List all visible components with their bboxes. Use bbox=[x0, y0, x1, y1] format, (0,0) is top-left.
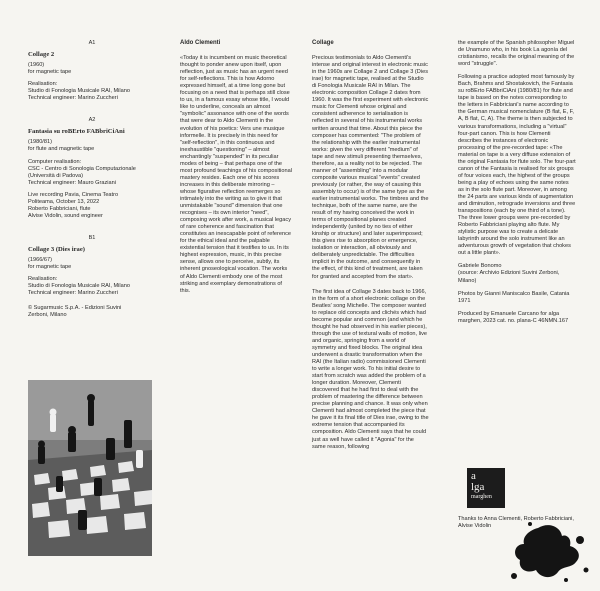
logo-line: a bbox=[471, 470, 476, 482]
alga-marghen-logo bbox=[467, 468, 505, 508]
track-year-a2: (1980/81) bbox=[28, 139, 52, 146]
source-note: (source: Archivio Edizioni Suvini Zerboni, Milano) bbox=[458, 270, 560, 284]
logo-line: marghen bbox=[471, 494, 492, 500]
copyright-line: © Sugarmusic S.p.A. - Edizioni Suvini bbox=[28, 305, 122, 312]
track-credit-line: Realisation: bbox=[28, 276, 58, 283]
track-credit-line: Technical engineer: Marino Zuccheri bbox=[28, 95, 118, 102]
track-medium-a1: for magnetic tape bbox=[28, 69, 72, 76]
aldo-clementi-column bbox=[180, 40, 292, 301]
track-credit-line: Studio di Fonologia Musicale RAI, Milano bbox=[28, 88, 130, 95]
track-medium-b1: for magnetic tape bbox=[28, 264, 72, 271]
side-label-a1: A1 bbox=[88, 40, 96, 46]
track-medium-a2: for flute and magnetic tape bbox=[28, 146, 95, 153]
photo-credit: Photos by Gianni Maniscalco Basile, Catania 1971 bbox=[458, 290, 570, 304]
body-paragraph: the example of the Spanish philosopher Miguel de Unamuno who, in his book La agonía del cristianismo, recalls the original meaning of the word "struggle". bbox=[458, 40, 575, 68]
production-credit: Produced by Emanuele Carcano for alga marghen, 2023 cat. no. plana-C 46NMN.167 bbox=[458, 310, 569, 324]
track-credit-line: CSC - Centro di Sonologia Computazionale bbox=[28, 165, 136, 172]
body-paragraph: The first idea of Collage 3 dates back to 1966, in the form of a short electronic collage on the Beatles' song Michelle. The composer wanted to replace old concepts and clichés which had become popular and common (and which he thought he had observed in his earlier pieces), through the use of textural walls of motion, live and organic, springing from a world of symmetry and fixed blocks. The original idea underwent a drastic transformation when the RAI (the Italian radio) commissioned Clementi to write a longer work. To his initial desire to start from scratch was added the problem of a longer duration. Moreover, Clementi discovered that he had first to deal with the problem of mastering the difference between precise planning and chance. It was only when Clementi had almost completed the piece that he gave it its final title of Dies irae, owing to the extreme tension that accompanied its composition. Aldo Clementi says that he could just as well have called it "Agonia" for the same reason, following bbox=[312, 288, 429, 450]
track-credit-line: Realisation: bbox=[28, 81, 58, 88]
body-paragraph: Following a practice adopted most famously by Bach, Brahms and Shostakovich, the Fantasia su roBErto FABbriCiAni (1980/81) for flute and tape is based on the notes corresponding to the letters in Fabbriciani's name according to the German musical nomenclature (B flat, E, F, A, B flat, C, A). The theme is then subjected to various transformations, including a "virtual" four-part canon. This is how Clementi describes the instances of electronic processing of the pre-recorded tape: «The material on tape is a very diffuse extension of the original Fantasia for flute solo. The four-part canon of the Fantasia is realised for six groups of four voices each, the highest of the groups being a play of echoes using the same notes as in the solo flute part. Moreover, in among the 24 parts are various kinds of augmentation and diminution, retrograde inversions and three transpositions (each by one third of a tone). The three lower groups were pre-recorded by Roberto Fabbriciani playing alto flute. My stylistic purpose was to create a delicate labyrinth around the solo instrument like an adventurous growth of vegetation that chokes out a little plant». bbox=[458, 74, 576, 257]
track-title-a2: Fantasia su roBErto FABbriCiAni bbox=[28, 128, 125, 136]
chess-photo bbox=[28, 380, 152, 556]
track-credit-line: Roberto Fabbriciani, flute bbox=[28, 205, 91, 212]
body-paragraph: «Today it is incumbent on music theoretical thought to ponder anew upon itself, upon reflection, just as music has an urgent need for self-reflections. This is how Adorno expressed himself, at a time long gone but focusing on a need that is perhaps still close to us, in a famous essay whose title, I would like to underline, conceals an almost "symbolic" assonance with one of the words that were dear to Aldo Clementi in the evolution of his poetics: Vers une musique informelle. It is precisely in this need for "self-reflection", in this continuous and inexhaustible "questioning" – almost enchantingly "suspended" in its peculiar modes of being – that perhaps one of the most profound teachings of his compositional mastery resides. Each one of his scores increases in this deliberate mirroring – whose figurative reflection reemerges so intimately into the writing as to give it that unmistakable "sound" dimension that one recognises – its own interior "need", composing work after work, a musical legacy of rare coherence and fascination that constitutes an inescapable point of reference for the ethical ideal and the palpable existential tension that it testifies to us. In its highest expression, music, in this precise sense, allows one to perceive, subtly, its inherent gnoseological vocation. The works of Aldo Clementi embody one of the most striking and exemplary demonstrations of this. bbox=[180, 55, 292, 294]
fantasia-column bbox=[458, 40, 576, 331]
collage-column bbox=[312, 40, 429, 457]
side-label-b1: B1 bbox=[88, 234, 96, 241]
side-label-a2: A2 bbox=[88, 117, 96, 124]
track-credit-line: Politeama, October 13, 2022 bbox=[28, 198, 100, 205]
thanks-note: Thanks to Anna Clementi, Roberto Fabbriciani, Alvise Vidolin bbox=[458, 516, 574, 529]
track-year-b1: (1966/67) bbox=[28, 256, 52, 263]
copyright-line: Zerboni, Milano bbox=[28, 312, 67, 319]
author-name: Gabriele Bonomo bbox=[458, 263, 502, 270]
track-title-a1: Collage 2 bbox=[28, 51, 55, 59]
ink-blot-decoration bbox=[500, 520, 590, 591]
body-paragraph: Precious testimonials to Aldo Clementi's intense and original interest in electronic music in the 1960s are Collage 2 and Collage 3 (Dies irae) for magnetic tape, realised at the Studio di Fonologia Musicale RAI in Milan. The electronic composition Collage 2 dates from 1960. It was the first experiment with electronic music for Clementi whose original and consistent adherence to serialisation is reflected in several of his instrumental works written around that time. About this piece the composer has commented: "The problem of the relationship with the earlier instrumental works: given the very different "medium" of tape and new stimuli presenting themselves, therefore, as a reality not to be rejected. The manner of "assembling" into a modular composite various musical "events" created previously (or rather, the way of causing this assembly to occur) is of the same type as the earlier instrumental works. The timbres and the technique, both of the same name, are the result of my having conceived the work in terms of compositional planes created independently (united by no ties of either kinship or structure) and later superimposed; this gives rise to absorption or emergence, isolation or interaction, all obviously and deliberately unpredictable. The difficulties implicit in the outcome, and consequently in the effect, of this kind of treatment, are taken for granted and accepted from the start». bbox=[312, 55, 429, 280]
section-heading: Aldo Clementi bbox=[180, 40, 221, 46]
track-title-b1: Collage 3 (Dies irae) bbox=[28, 245, 85, 253]
track-credit-line: Technical engineer: Mauro Graziani bbox=[28, 179, 116, 186]
track-credit-line: Live recording Pavia, Cinema Teatro bbox=[28, 191, 119, 198]
track-year-a1: (1960) bbox=[28, 62, 45, 69]
section-heading: Collage bbox=[312, 40, 334, 46]
track-credit-line: (Università di Padova) bbox=[28, 172, 84, 179]
track-credit-line: Alvise Vidolin, sound engineer bbox=[28, 212, 103, 219]
logo-line: lga bbox=[471, 481, 485, 493]
tracklist-column bbox=[28, 40, 156, 319]
track-credit-line: Studio di Fonologia Musicale RAI, Milano bbox=[28, 283, 130, 290]
track-credit-line: Technical engineer: Marino Zuccheri bbox=[28, 290, 118, 297]
track-credit-line: Computer realisation: bbox=[28, 158, 82, 165]
